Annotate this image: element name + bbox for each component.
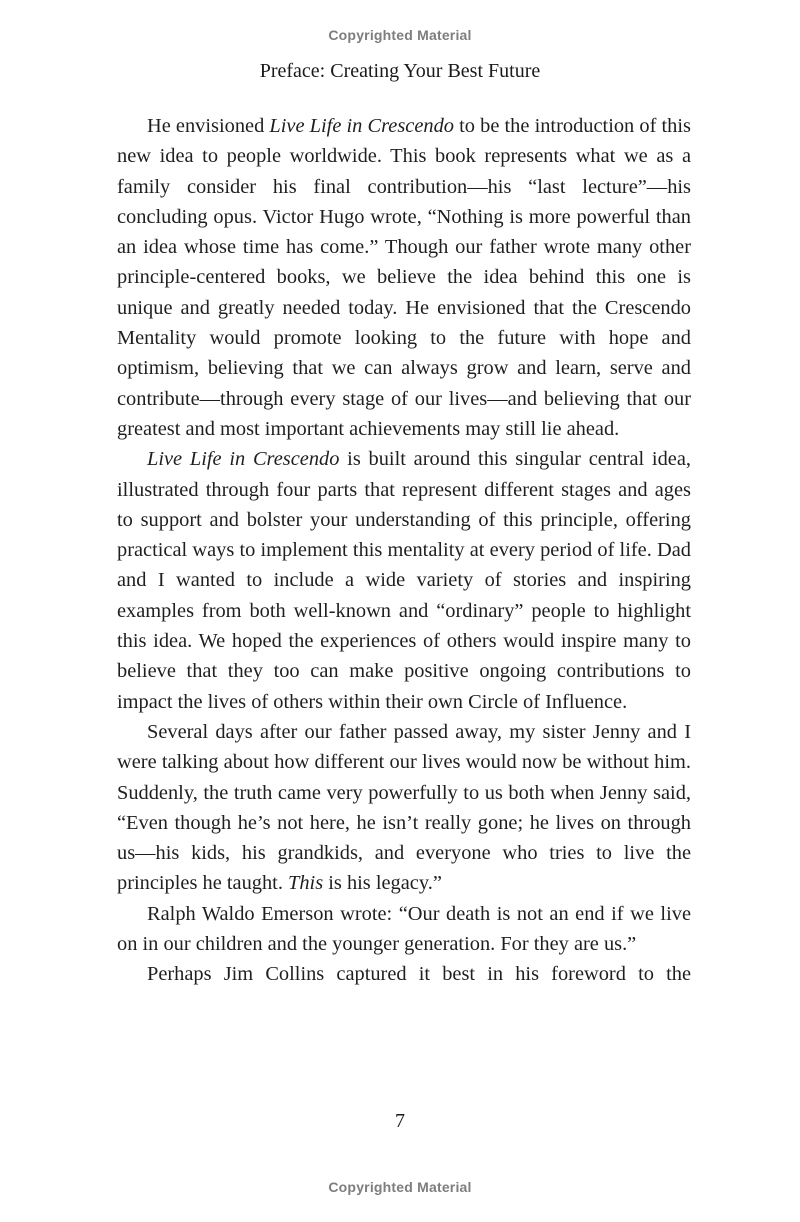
running-head: Preface: Creating Your Best Future xyxy=(259,60,541,82)
paragraph-2 xyxy=(117,444,691,717)
paragraph-5 xyxy=(117,959,691,989)
paragraph-3-text-a: Several days after our father passed away, my sister Jenny and I were talking about how different our lives would now be without him. Suddenly, the truth came very powerfully to us both when Jenny said, “Even though he’s not here, he isn’t really gone; he lives on through us—his kids, his grandkids, and everyone who tries to live the principles he taught. xyxy=(117,720,691,895)
paragraph-1-text-a: He envisioned xyxy=(147,115,270,137)
emphasis-italic: This xyxy=(288,872,324,895)
copyright-watermark-bottom: Copyrighted Material xyxy=(328,1179,472,1195)
book-title-italic: Live Life in Crescendo xyxy=(147,448,340,471)
page-number: 7 xyxy=(395,1110,405,1132)
copyright-watermark-top: Copyrighted Material xyxy=(328,27,472,43)
body-text xyxy=(117,111,691,990)
paragraph-4-text: Ralph Waldo Emerson wrote: “Our death is not an end if we live on in our children and the younger generation. For they are us.” xyxy=(117,902,691,956)
book-title-italic: Live Life in Crescendo xyxy=(269,115,454,137)
paragraph-5-text: Perhaps Jim Collins captured it best in his foreword to the xyxy=(147,963,691,986)
paragraph-1-text-b: to be the introduction of this new idea to people worldwide. This book represents what we as a family consider his final contribution—his “last lecture”—his concluding opus. Victor Hugo wrote, “Nothing is more powerful than an idea whose time has come.” Though our father wrote many other principle-centered books, we believe the idea behind this one is unique and greatly needed today. He envisioned that the Crescendo Mentality would promote looking to the future with hope and optimism, believing that we can always grow and learn, serve and contribute—through every stage of our lives—and believing that our greatest and most important achievements may still lie ahead. xyxy=(117,115,691,440)
paragraph-1 xyxy=(117,111,691,444)
paragraph-3-text-b: is his legacy.” xyxy=(323,872,442,895)
paragraph-2-text-b: is built around this singular central idea, illustrated through four parts that represent different stages and ages to support and bolster your understanding of this principle, offering practical ways to implement this mentality at every period of life. Dad and I wanted to include a wide variety of stories and inspiring examples from both well-known and “ordinary” people to highlight this idea. We hoped the experiences of others would inspire many to believe that they too can make positive ongoing contributions to impact the lives of others within their own Circle of Influence. xyxy=(117,448,691,713)
paragraph-4 xyxy=(117,899,691,960)
paragraph-3 xyxy=(117,717,691,899)
